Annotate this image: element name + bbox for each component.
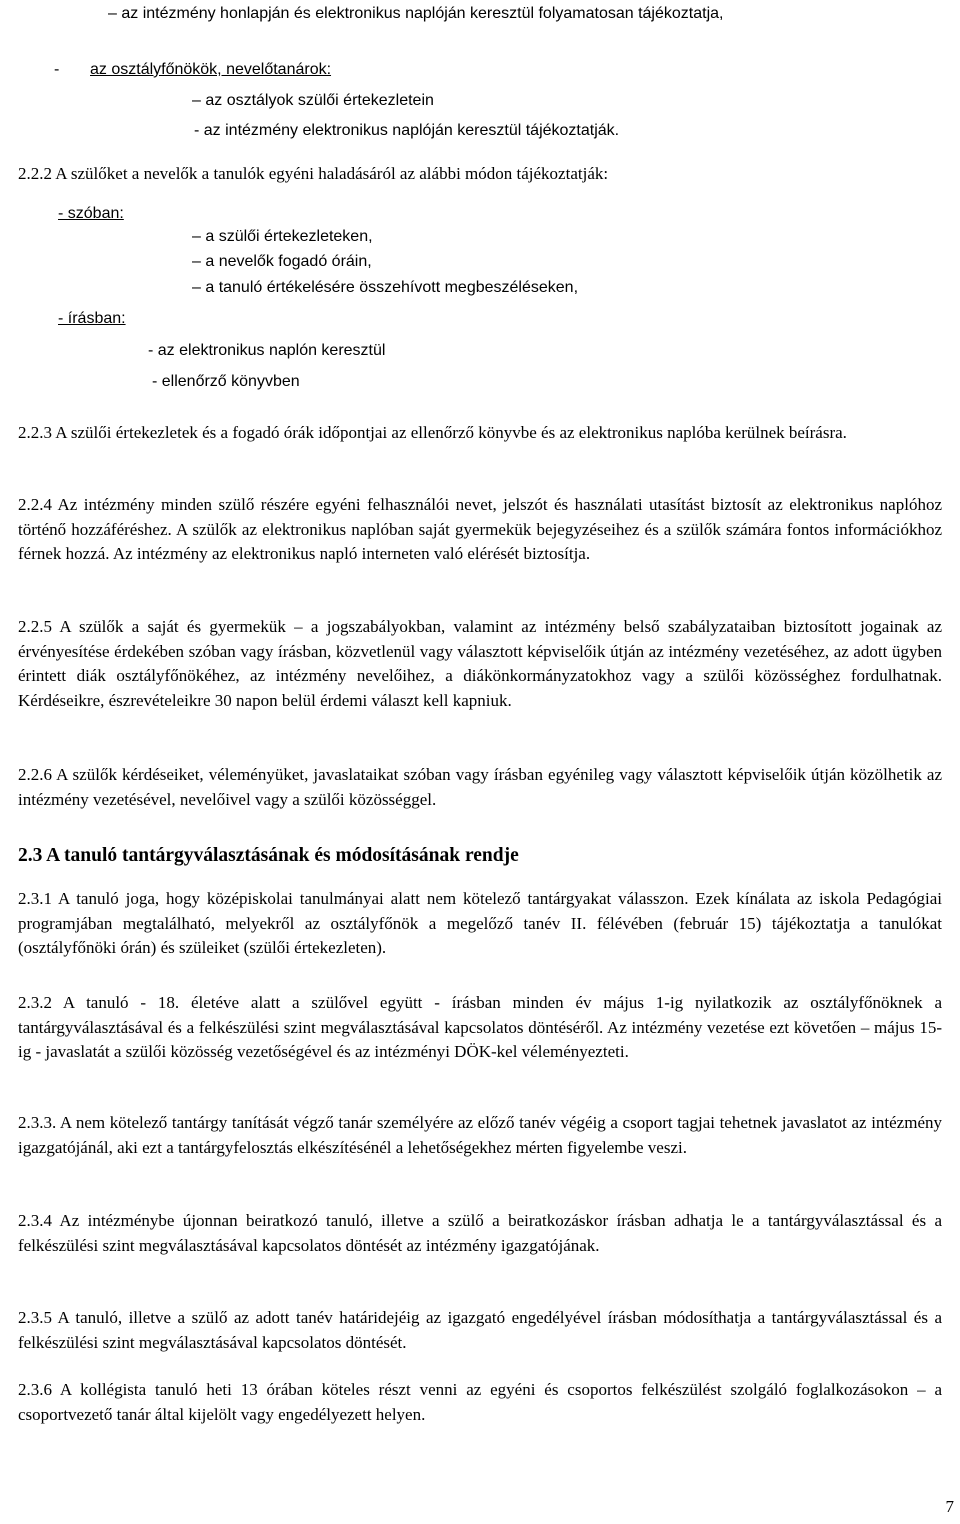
- paragraph-2-2-6: 2.2.6 A szülők kérdéseiket, véleményüket, javaslataikat szóban vagy írásban egyénileg vagy választott képviselőik útján közölhetik az intézmény vezetésével, nevelőivel vagy a szülői közösséggel.: [18, 765, 942, 809]
- paragraph-2-2-4: 2.2.4 Az intézmény minden szülő részére egyéni felhasználói nevet, jelszót és használati utasítást biztosít az elektronikus naplóhoz történő hozzáféréshez. A szülők az elektronikus naplóban saját gyermekük bejegyzéseihez és a szülők számára fontos információkhoz férnek hozzá. Az intézmény az elektronikus napló interneten való elérését biztosítja.: [18, 495, 942, 563]
- sub-list-item: - az intézmény elektronikus naplóján keresztül tájékoztatják.: [194, 122, 620, 139]
- section-2-3-heading: 2.3 A tanuló tantárgyválasztásának és módosításának rendje: [18, 845, 519, 866]
- oral-item: – a nevelők fogadó óráin,: [192, 253, 372, 270]
- paragraph-2-2-5: 2.2.5 A szülők a saját és gyermekük – a jogszabályokban, valamint az intézmény belső szabályzataiban biztosított jogainak az érvényesítése érdekében szóban vagy írásban, közvetlenül vagy választott képviselőik útján az intézmény vezetéséhez, az adott ügyben érintett diák osztályfőnökéhez, az intézmény nevelőihez, a diákönkormányzatokhoz vagy a szülői közösséghez fordulhatnak. Kérdéseikre, észrevételeikre 30 napon belül érdemi választ kell kapniuk.: [18, 617, 942, 710]
- paragraph-2-3-6: 2.3.6 A kollégista tanuló heti 13 órában köteles részt venni az egyéni és csoportos felkészülést szolgáló foglalkozásokon – a csoportvezető tanár által kijelölt vagy engedélyezett helyen.: [18, 1380, 942, 1424]
- written-item: - ellenőrző könyvben: [152, 373, 300, 390]
- written-label: - írásban:: [58, 310, 126, 327]
- paragraph-2-3-4: 2.3.4 Az intézménybe újonnan beiratkozó tanuló, illetve a szülő a beiratkozáskor írásban adhatja le a tantárgyválasztással és a felkészülési szint megválasztásával kapcsolatos döntését az intézmény igazgatójának.: [18, 1211, 942, 1255]
- list-bullet: -: [54, 61, 60, 78]
- paragraph-2-3-3: 2.3.3. A nem kötelező tantárgy tanítását végző tanár személyére az előző tanév végéig a csoport tagjai tehetnek javaslatot az intézmény igazgatójánál, aki ezt a tantárgyfelosztás elkészítésénél a lehetőségekhez mérten figyelembe veszi.: [18, 1113, 942, 1157]
- document-page: [18, 0, 942, 1524]
- oral-label: - szóban:: [58, 205, 124, 222]
- list-item-osztalyfonokok: az osztályfőnökök, nevelőtanárok:: [90, 61, 332, 78]
- paragraph-2-3-5: 2.3.5 A tanuló, illetve a szülő az adott tanév határidejéig az igazgató engedélyével írásban módosíthatja a tantárgyválasztással és a felkészülési szint megválasztásával kapcsolatos döntését.: [18, 1308, 942, 1352]
- section-2-2-2-intro: 2.2.2 A szülőket a nevelők a tanulók egyéni haladásáról az alábbi módon tájékoztatják:: [18, 164, 609, 183]
- written-item: - az elektronikus naplón keresztül: [148, 342, 386, 359]
- paragraph-2-2-3: 2.2.3 A szülői értekezletek és a fogadó órák időpontjai az ellenőrző könyvbe és az elektronikus naplóba kerülnek beírásra.: [18, 423, 847, 442]
- oral-item: – a szülői értekezleteken,: [192, 228, 373, 245]
- paragraph-2-3-1: 2.3.1 A tanuló joga, hogy középiskolai tanulmányai alatt nem kötelező tantárgyakat válasszon. Ezek kínálata az iskola Pedagógiai programjában megtalálható, melyekről az osztályfőnök a megelőző tanév II. félévében (február 15) tájékoztatja a tanulókat (osztályfőnöki órán) és szüleiket (szülői értekezleten).: [18, 889, 942, 957]
- oral-item: – a tanuló értékelésére összehívott megbeszéléseken,: [192, 279, 579, 296]
- list-item-honlap: – az intézmény honlapján és elektronikus naplóján keresztül folyamatosan tájékoztatja,: [108, 5, 724, 22]
- sub-list-item: – az osztályok szülői értekezletein: [192, 92, 434, 109]
- page-number: 7: [945, 1497, 954, 1516]
- paragraph-2-3-2: 2.3.2 A tanuló - 18. életéve alatt a szülővel együtt - írásban minden év május 1-ig nyilatkozik az osztályfőnöknek a tantárgyválasztásával és a felkészülési szint megválasztásával kapcsolatos döntéséről. Az intézmény vezetése ezt követően – május 15-ig - javaslatát a szülői közösség vezetőségével és az intézményi DÖK-kel véleményezteti.: [18, 993, 942, 1061]
